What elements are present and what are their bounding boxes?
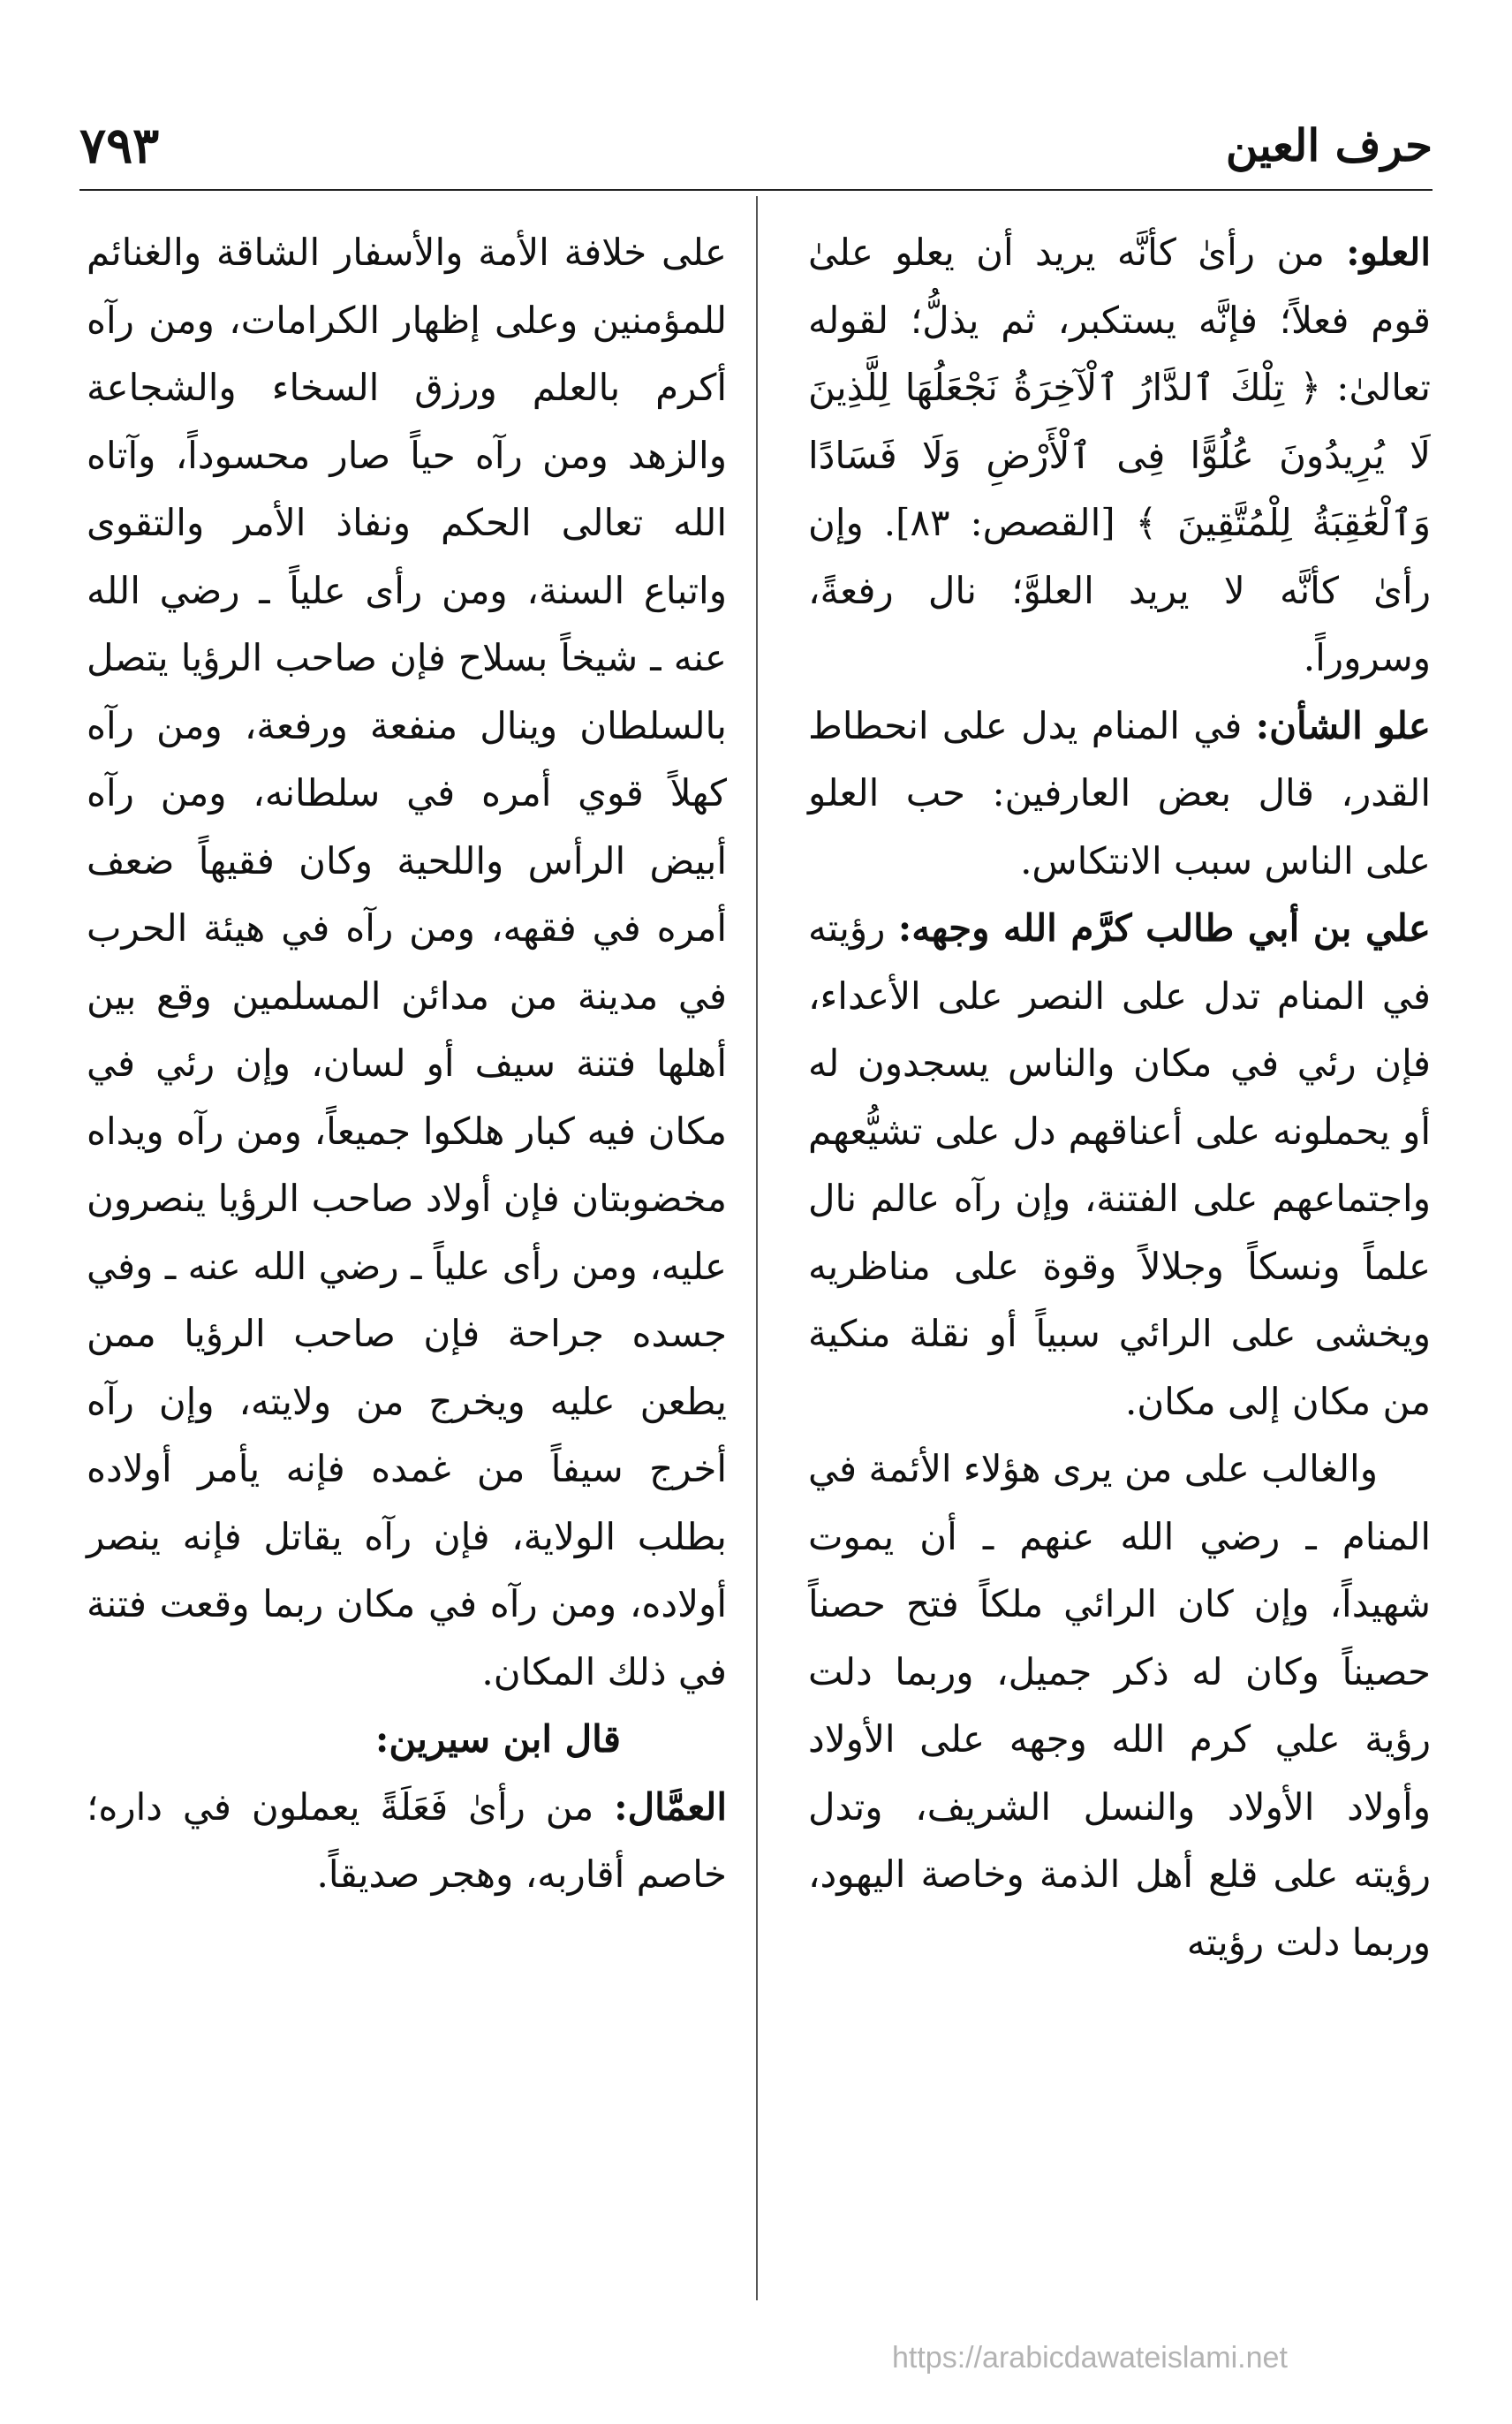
entry-term: علي بن أبي طالب كرَّم الله وجهه: [897,906,1431,950]
entry-term: العلو: [1346,231,1431,274]
quran-verse: ﴿ تِلْكَ ٱلدَّارُ ٱلْآخِرَةُ نَجْعَلُهَا لِلَّذِينَ لَا يُرِيدُونَ عُلُوًّا فِى ٱلْأَرْضِ وَلَا فَسَادًا وَٱلْعَٰقِبَةُ لِلْمُتَّقِينَ ﴾ [808,366,1431,544]
paragraph: والغالب على من يرى هؤلاء الأئمة في المنام ـ رضي الله عنهم ـ أن يموت شهيداً، وإن كان الرائي ملكاً فتح حصناً حصيناً وكان له ذكر جميل، وربما دلت رؤية علي كرم الله وجهه على الأولاد وأولاد الأولاد والنسل الشريف، وتدل رؤيته على قلع أهل الذمة وخاصة اليهود، وربما دلت رؤيته [808,1447,1431,1964]
entry-ummal [87,1774,727,1909]
page-header [79,115,1433,194]
entry-text: في المنام يدل على انحطاط القدر، قال بعض العارفين: حب العلو على الناس سبب الانتكاس. [808,703,1431,882]
running-head: حرف العين [1225,119,1433,171]
entry-text: من رأىٰ فَعَلَةً يعملون في داره؛ خاصم أقاربه، وهجر صديقاً. [87,1784,727,1896]
entry-ali [808,895,1431,1435]
column-divider [756,196,758,2300]
section-subheading: قال ابن سيرين: [374,1717,621,1761]
entry-uluw-alshan [808,693,1431,896]
entry-text: رؤيته في المنام تدل على النصر على الأعداء، فإن رئي في مكان والناس يسجدون له أو يحملونه على أعناقهم دل على تشيُّعهم واجتماعهم على الفتنة، وإن رآه عالم نال علماً ونسكاً وجلالاً وقوة على مناظريه ويخشى على الرائي سبياً أو نقلة منكية من مكان إلى مكان. [808,906,1431,1423]
watermark-url: https://arabicdawateislami.net [892,2341,1288,2375]
entry-uluw [808,219,1431,693]
left-column [87,219,727,1909]
page-number: ٧٩٣ [79,117,160,175]
paragraph: على خلافة الأمة والأسفار الشاقة والغنائم للمؤمنين وعلى إظهار الكرامات، ومن رآه أكرم بالعلم ورزق السخاء والشجاعة والزهد ومن رآه حياً صار محسوداً، وآتاه الله تعالى الحكم ونفاذ الأمر والتقوى واتباع السنة، ومن رأى علياً ـ رضي الله عنه ـ شيخاً بسلاح فإن صاحب الرؤيا يتصل بالسلطان وينال منفعة ورفعة، ومن رآه كهلاً قوي أمره في سلطانه، ومن رآه أبيض الرأس واللحية وكان فقيهاً ضعف أمره في فقهه، ومن رآه في هيئة الحرب في مدينة من مدائن المسلمين وقع بين أهلها فتنة سيف أو لسان، وإن رئي في مكان فيه كبار هلكوا جميعاً، ومن رآه ويداه مخضوبتان فإن أولاد صاحب الرؤيا ينصرون عليه، ومن رأى علياً ـ رضي الله عنه ـ وفي جسده جراحة فإن صاحب الرؤيا ممن يطعن عليه ويخرج من ولايته، وإن رآه أخرج سيفاً من غمده فإنه يأمر أولاده بطلب الولاية، فإن رآه يقاتل فإنه ينصر أولاده، ومن رآه في مكان ربما وقعت فتنة في ذلك المكان. [87,231,727,1693]
entry-text: من رأىٰ كأنَّه يريد أن يعلو علىٰ قوم فعلاً؛ فإنَّه يستكبر، ثم يذلُّ؛ لقوله تعالىٰ: [808,231,1431,409]
right-column [808,219,1431,1976]
header-rule [79,189,1433,191]
entry-text-continued: [القصص: ٨٣]. وإن رأىٰ كأنَّه لا يريد العلوَّ؛ نال رفعةً، وسروراً. [808,501,1431,679]
entry-term: العمَّال: [614,1784,727,1829]
entry-term: علو الشأن: [1255,703,1431,747]
